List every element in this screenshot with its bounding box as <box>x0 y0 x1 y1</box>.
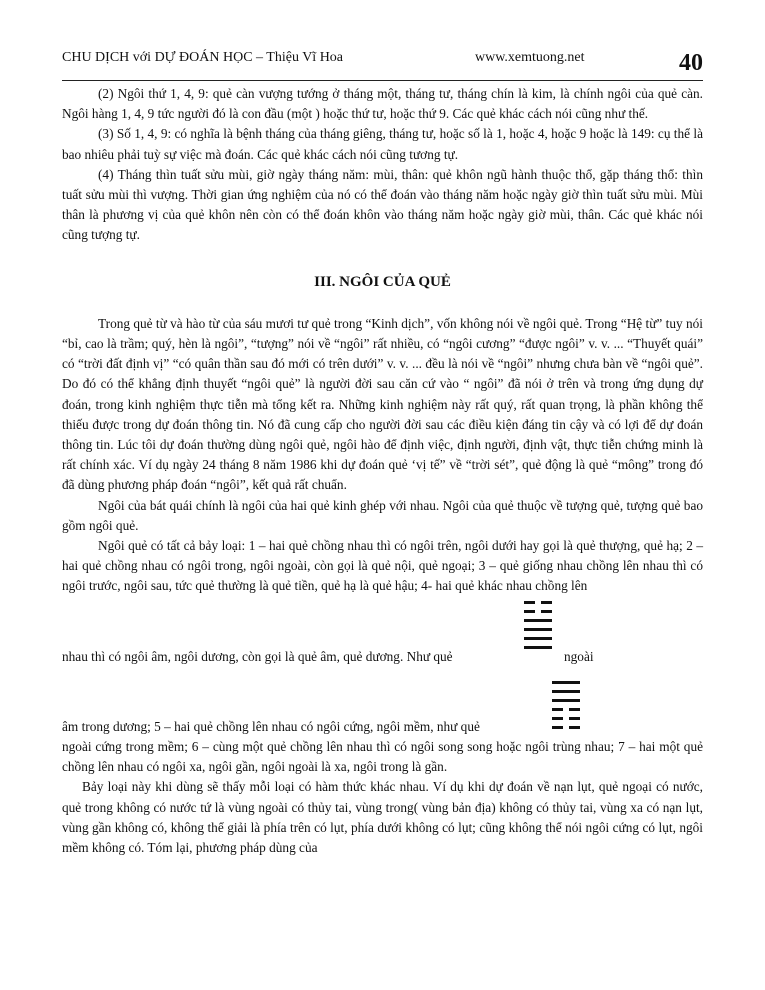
hexagram-solid-line <box>552 699 580 702</box>
hexagram-icon-2 <box>552 681 580 741</box>
hexagram-broken-line-right <box>569 726 580 729</box>
hexagram-broken-line-right <box>541 601 552 604</box>
hexagram-broken-line-left <box>552 717 563 720</box>
hexagram-line-2 <box>62 717 703 737</box>
hexagram-broken-line-right <box>541 610 552 613</box>
hexagram-broken-line-right <box>569 708 580 711</box>
hexagram-broken-line-left <box>552 708 563 711</box>
hexagram-solid-line <box>524 646 552 649</box>
hexagram-line-1 <box>62 647 703 667</box>
paragraph-flood-example: Bảy loại này khi dùng sẽ thấy mỗi loại có hàm thức khác nhau. Ví dụ khi dự đoán về nạn lụt, quẻ ngoại có nước, quẻ trong không có nước tứ là vùng ngoài có thủy tai, vùng trong( vùng bản địa) không có thủy tai, vùng xa có nạn lụt, vùng gần không có, không thể giải là phía trên có lụt, phía dưới không có lụt; cũng không thể nói ngôi cứng có lụt, ngôi mềm không có. Tóm lại, phương pháp dùng của <box>62 779 703 856</box>
paragraph-intro: Trong quẻ từ và hào từ của sáu mươi tư quẻ trong “Kinh dịch”, vốn không nói về ngôi quẻ. Trong “Hệ từ” tuy nói “bỉ, cao là trầm; quý, hèn là ngôi”, “tượng” nói về “ngôi” rất nhiều, có “ngôi cương” “được ngôi” v. v. ... “Thuyết quái” có “trời đất định vị” “có quân thần sau đó mới có trên dưới” v. v. ... đều là nói về “ngôi” nhưng chưa bàn về “ngôi quẻ”. Do đó có thể khẳng định thuyết “ngôi quẻ” là người đời sau căn cứ vào “ ngôi” đã nói ở trên và trong ứng dụng dự đoán, trong kinh nghiệm thực tiễn mà tổng kết ra. Những kinh nghiệm này rất quý, rất quan trọng, là phần không thể thiếu được trong dự đoán thông tin. Nó đã cung cấp cho người đời sau các điều kiện đáng tin cậy và có lợi để dự đoán thông tin. Lúc tôi dự đoán thường dùng ngôi quẻ, ngôi hào để định việc, định người, định vật, thực tiễn chứng minh là rất chính xác. Ví dụ ngày 24 tháng 8 năm 1986 khi dự đoán quẻ ‘vị tế” về “trời sét”, quẻ động là quẻ “mông” trong đó đã dùng phương pháp đoán “ngôi”, kết quả rất chuẩn. <box>62 315 703 493</box>
hexagram-solid-line <box>552 681 580 684</box>
hexagram-broken-line-left <box>524 601 535 604</box>
paragraph-4: (4) Tháng thìn tuất sửu mùi, giờ ngày tháng năm: mùi, thân: quẻ khôn ngũ hành thuộc thổ, gặp tháng thổ: thìn tuất sửu mùi thì vượng. Thời gian ứng nghiệm của nó có thể đoán vào tháng năm hoặc ngày giờ thìn tuất sửu mùi. Mùi thân là phương vị của quẻ khôn nên còn có thể đoán khôn vào tháng năm hoặc ngày giờ mùi, thân. Các quẻ khác nói cũng tượng tự. <box>62 166 703 243</box>
hexagram-broken-line-right <box>569 717 580 720</box>
hexagram-solid-line <box>524 619 552 622</box>
hexagram-icon-1 <box>524 601 552 661</box>
website-link[interactable]: www.xemtuong.net <box>475 50 585 65</box>
section-heading: III. NGÔI CỦA QUẺ <box>314 273 451 290</box>
hexagram-solid-line <box>552 690 580 693</box>
hexagram-solid-line <box>524 628 552 631</box>
page-header <box>62 44 703 81</box>
book-title: CHU DỊCH với DỰ ĐOÁN HỌC – Thiệu Vĩ Hoa <box>62 50 344 65</box>
paragraph-3: (3) Số 1, 4, 9: có nghĩa là bệnh tháng của tháng giêng, tháng tư, hoặc số là 1, hoặc 4, hoặc 9 hoặc là 149: cụ thể là bao nhiêu phải tuỳ sự việc mà đoán. Các quẻ khác cách nói cũng tương tự. <box>62 126 703 162</box>
hexagram-broken-line-left <box>524 610 535 613</box>
page-number: 40 <box>679 50 703 76</box>
hexagram-line-2-text: âm trong dương; 5 – hai quẻ chồng lên nhau có ngôi cứng, ngôi mềm, như quẻ <box>62 718 480 734</box>
hexagram-solid-line <box>524 637 552 640</box>
hexagram-line-1-text: nhau thì có ngôi âm, ngôi dương, còn gọi là quẻ âm, quẻ dương. Như quẻ <box>62 648 453 664</box>
page-content <box>62 84 703 858</box>
paragraph-seven-types: Ngôi quẻ có tất cả bảy loại: 1 – hai quẻ chồng nhau thì có ngôi trên, ngôi dưới hay gọi là quẻ thượng, quẻ hạ; 2 – hai quẻ chồng nhau có ngôi trong, ngôi ngoài, còn gọi là quẻ nội, quẻ ngoại; 3 – quẻ giống nhau chồng lên nhau thì có ngôi trước, ngôi sau, tức quẻ thường là quẻ tiền, quẻ hạ là quẻ hậu; 4- hai quẻ khác nhau chồng lên <box>62 538 703 594</box>
paragraph-continuation: ngoài cứng trong mềm; 6 – cùng một quẻ chồng lên nhau thì có ngôi song song hoặc ngôi trùng nhau; 7 – hai một quẻ chồng lên nhau có ngôi xa, ngôi gần, ngôi ngoài là xa, ngôi trong là gần. <box>62 739 703 775</box>
hexagram-broken-line-left <box>552 726 563 729</box>
paragraph-bat-quai: Ngôi của bát quái chính là ngôi của hai quẻ kinh ghép với nhau. Ngôi của quẻ thuộc về tượng quẻ, tượng quẻ bao gồm ngôi quẻ. <box>62 497 703 533</box>
paragraph-2: (2) Ngôi thứ 1, 4, 9: quẻ càn vượng tướng ở tháng một, tháng tư, tháng chín là kim, là chính ngôi của quẻ càn. Ngôi hàng 1, 4, 9 tức người đó là con đầu (một ) hoặc thứ tư, hoặc thứ 9. Các quẻ khác cách nói cũng như thế. <box>62 86 703 122</box>
hexagram-line-1-trail: ngoài <box>564 648 594 664</box>
